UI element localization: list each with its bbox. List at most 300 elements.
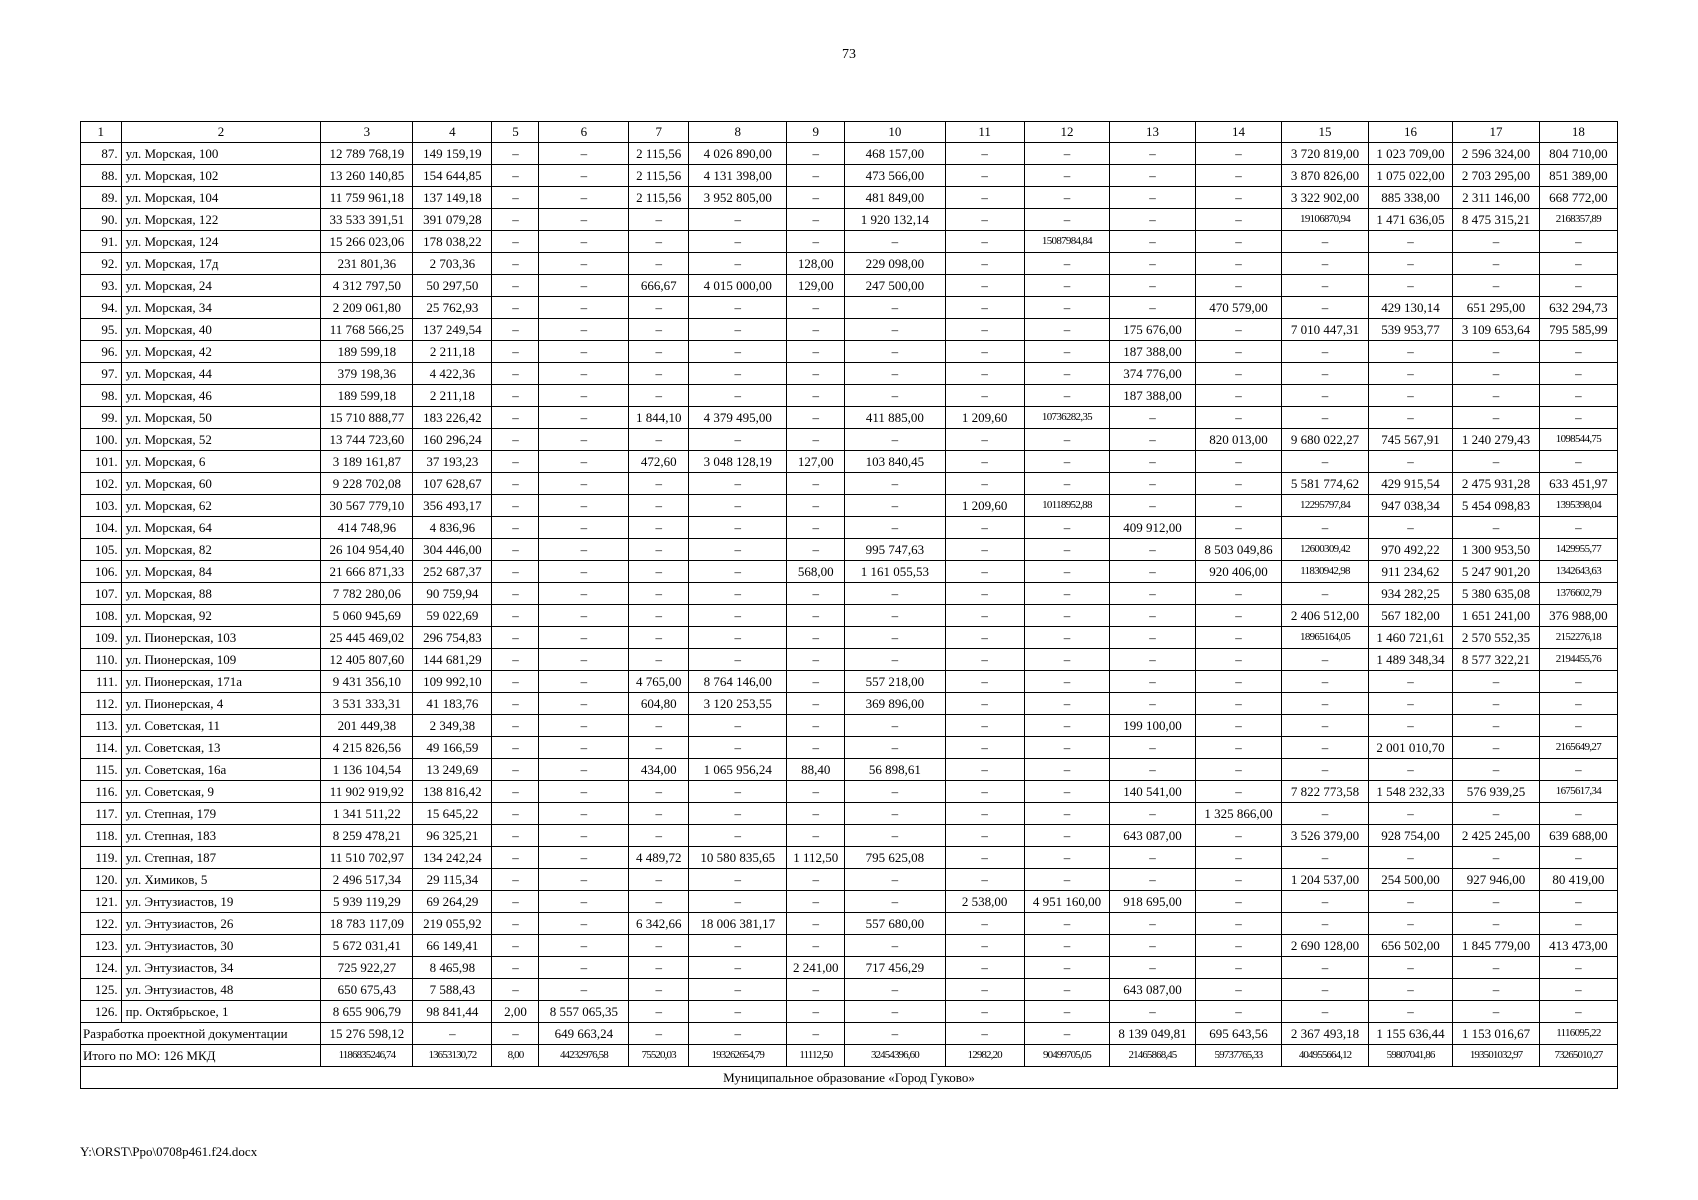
- value-cell: 5 454 098,83: [1453, 495, 1540, 517]
- value-cell: –: [845, 781, 945, 803]
- value-cell: –: [1368, 759, 1452, 781]
- value-cell: 41 183,76: [413, 693, 492, 715]
- value-cell: 138 816,42: [413, 781, 492, 803]
- value-cell: –: [1368, 517, 1452, 539]
- value-cell: –: [1024, 143, 1110, 165]
- row-label: Разработка проектной документации: [81, 1023, 321, 1045]
- value-cell: 4 489,72: [629, 847, 689, 869]
- value-cell: –: [1453, 1001, 1540, 1023]
- value-cell: 2 406 512,00: [1282, 605, 1369, 627]
- value-cell: –: [1368, 671, 1452, 693]
- table-row: [81, 913, 1618, 935]
- value-cell: 1 023 709,00: [1368, 143, 1452, 165]
- value-cell: –: [945, 187, 1024, 209]
- value-cell: 66 149,41: [413, 935, 492, 957]
- total-value-cell: 11112,50: [787, 1045, 845, 1067]
- value-cell: –: [1453, 693, 1540, 715]
- value-cell: –: [689, 495, 787, 517]
- address-cell: ул. Морская, 50: [121, 407, 321, 429]
- address-cell: ул. Морская, 104: [121, 187, 321, 209]
- value-cell: –: [945, 253, 1024, 275]
- value-cell: –: [1110, 671, 1196, 693]
- value-cell: –: [689, 429, 787, 451]
- value-cell: –: [492, 979, 539, 1001]
- value-cell: –: [1282, 979, 1369, 1001]
- value-cell: 1 209,60: [945, 407, 1024, 429]
- value-cell: 4 422,36: [413, 363, 492, 385]
- value-cell: 25 762,93: [413, 297, 492, 319]
- address-cell: ул. Энтузиастов, 34: [121, 957, 321, 979]
- value-cell: –: [1282, 407, 1369, 429]
- value-cell: –: [539, 649, 629, 671]
- value-cell: 59 022,69: [413, 605, 492, 627]
- row-number-cell: 104.: [81, 517, 122, 539]
- value-cell: –: [845, 341, 945, 363]
- value-cell: –: [689, 253, 787, 275]
- value-cell: 414 748,96: [321, 517, 413, 539]
- value-cell: –: [539, 671, 629, 693]
- value-cell: –: [629, 583, 689, 605]
- value-cell: –: [787, 627, 845, 649]
- value-cell: –: [1195, 737, 1282, 759]
- value-cell: –: [845, 1023, 945, 1045]
- total-value-cell: 8,00: [492, 1045, 539, 1067]
- value-cell: 3 189 161,87: [321, 451, 413, 473]
- value-cell: –: [539, 737, 629, 759]
- value-cell: –: [1195, 275, 1282, 297]
- value-cell: 5 380 635,08: [1453, 583, 1540, 605]
- value-cell: –: [539, 561, 629, 583]
- table-row: [81, 407, 1618, 429]
- value-cell: 103 840,45: [845, 451, 945, 473]
- row-number-cell: 110.: [81, 649, 122, 671]
- column-header: 15: [1282, 122, 1369, 143]
- value-cell: –: [787, 539, 845, 561]
- value-cell: –: [629, 561, 689, 583]
- value-cell: 2 475 931,28: [1453, 473, 1540, 495]
- value-cell: –: [1453, 913, 1540, 935]
- value-cell: –: [945, 759, 1024, 781]
- column-header: 1: [81, 122, 122, 143]
- value-cell: 2 311 146,00: [1453, 187, 1540, 209]
- value-cell: –: [1110, 693, 1196, 715]
- value-cell: –: [945, 583, 1024, 605]
- value-cell: 21 666 871,33: [321, 561, 413, 583]
- value-cell: 2 425 245,00: [1453, 825, 1540, 847]
- value-cell: 12 405 807,60: [321, 649, 413, 671]
- value-cell: –: [1539, 275, 1617, 297]
- value-cell: –: [945, 451, 1024, 473]
- value-cell: –: [1282, 583, 1369, 605]
- value-cell: –: [1195, 891, 1282, 913]
- table-header-row: [81, 122, 1618, 143]
- row-number-cell: 126.: [81, 1001, 122, 1023]
- table-row: [81, 253, 1618, 275]
- table-row: [81, 1001, 1618, 1023]
- value-cell: –: [492, 473, 539, 495]
- row-number-cell: 99.: [81, 407, 122, 429]
- value-cell: –: [1453, 363, 1540, 385]
- value-cell: 557 680,00: [845, 913, 945, 935]
- value-cell: 140 541,00: [1110, 781, 1196, 803]
- value-cell: –: [945, 627, 1024, 649]
- value-cell: 568,00: [787, 561, 845, 583]
- value-cell: –: [492, 715, 539, 737]
- value-cell: 934 282,25: [1368, 583, 1452, 605]
- value-cell: –: [1368, 231, 1452, 253]
- value-cell: –: [492, 407, 539, 429]
- column-header: 16: [1368, 122, 1452, 143]
- value-cell: –: [629, 869, 689, 891]
- address-cell: ул. Морская, 52: [121, 429, 321, 451]
- value-cell: –: [539, 605, 629, 627]
- value-cell: –: [492, 693, 539, 715]
- address-cell: ул. Морская, 62: [121, 495, 321, 517]
- value-cell: 1 136 104,54: [321, 759, 413, 781]
- value-cell: –: [629, 737, 689, 759]
- total-value-cell: 13653130,72: [413, 1045, 492, 1067]
- table-body: [81, 143, 1618, 1089]
- value-cell: –: [1282, 363, 1369, 385]
- value-cell: 12295797,84: [1282, 495, 1369, 517]
- address-cell: ул. Советская, 9: [121, 781, 321, 803]
- value-cell: 1 845 779,00: [1453, 935, 1540, 957]
- value-cell: –: [845, 495, 945, 517]
- value-cell: 911 234,62: [1368, 561, 1452, 583]
- value-cell: 356 493,17: [413, 495, 492, 517]
- value-cell: –: [1453, 957, 1540, 979]
- value-cell: –: [1110, 957, 1196, 979]
- value-cell: –: [629, 649, 689, 671]
- value-cell: –: [845, 737, 945, 759]
- value-cell: 5 247 901,20: [1453, 561, 1540, 583]
- table-row: [81, 517, 1618, 539]
- value-cell: 3 952 805,00: [689, 187, 787, 209]
- value-cell: –: [945, 671, 1024, 693]
- row-number-cell: 120.: [81, 869, 122, 891]
- value-cell: 1 920 132,14: [845, 209, 945, 231]
- row-number-cell: 112.: [81, 693, 122, 715]
- value-cell: –: [1539, 363, 1617, 385]
- address-cell: ул. Морская, 124: [121, 231, 321, 253]
- value-cell: –: [689, 979, 787, 1001]
- table-row: [81, 319, 1618, 341]
- value-cell: 219 055,92: [413, 913, 492, 935]
- value-cell: –: [787, 187, 845, 209]
- value-cell: 4 312 797,50: [321, 275, 413, 297]
- value-cell: –: [1539, 517, 1617, 539]
- value-cell: 247 500,00: [845, 275, 945, 297]
- row-number-cell: 95.: [81, 319, 122, 341]
- value-cell: –: [1110, 187, 1196, 209]
- value-cell: –: [1195, 935, 1282, 957]
- row-number-cell: 111.: [81, 671, 122, 693]
- value-cell: 80 419,00: [1539, 869, 1617, 891]
- address-cell: ул. Морская, 6: [121, 451, 321, 473]
- value-cell: –: [787, 891, 845, 913]
- value-cell: –: [945, 979, 1024, 1001]
- row-number-cell: 108.: [81, 605, 122, 627]
- value-cell: –: [945, 561, 1024, 583]
- value-cell: –: [1024, 935, 1110, 957]
- table-row: [81, 693, 1618, 715]
- row-number-cell: 103.: [81, 495, 122, 517]
- value-cell: –: [1282, 715, 1369, 737]
- value-cell: –: [539, 539, 629, 561]
- value-cell: –: [845, 605, 945, 627]
- value-cell: –: [1195, 451, 1282, 473]
- value-cell: 391 079,28: [413, 209, 492, 231]
- value-cell: –: [629, 1023, 689, 1045]
- value-cell: 18 783 117,09: [321, 913, 413, 935]
- value-cell: –: [845, 869, 945, 891]
- value-cell: –: [1195, 715, 1282, 737]
- value-cell: –: [1195, 1001, 1282, 1023]
- value-cell: –: [539, 341, 629, 363]
- value-cell: –: [539, 891, 629, 913]
- row-number-cell: 106.: [81, 561, 122, 583]
- row-number-cell: 88.: [81, 165, 122, 187]
- total-value-cell: 1186835246,74: [321, 1045, 413, 1067]
- value-cell: 134 242,24: [413, 847, 492, 869]
- value-cell: –: [845, 825, 945, 847]
- value-cell: –: [1024, 165, 1110, 187]
- value-cell: –: [539, 935, 629, 957]
- value-cell: –: [539, 627, 629, 649]
- value-cell: 10118952,88: [1024, 495, 1110, 517]
- value-cell: –: [1282, 297, 1369, 319]
- value-cell: –: [1024, 517, 1110, 539]
- value-cell: –: [629, 231, 689, 253]
- value-cell: 9 680 022,27: [1282, 429, 1369, 451]
- value-cell: –: [945, 1023, 1024, 1045]
- value-cell: –: [787, 297, 845, 319]
- value-cell: –: [539, 693, 629, 715]
- value-cell: –: [1539, 407, 1617, 429]
- value-cell: –: [787, 495, 845, 517]
- value-cell: –: [689, 957, 787, 979]
- address-cell: ул. Морская, 102: [121, 165, 321, 187]
- value-cell: –: [1453, 451, 1540, 473]
- value-cell: –: [845, 231, 945, 253]
- value-cell: 33 533 391,51: [321, 209, 413, 231]
- value-cell: 8 465,98: [413, 957, 492, 979]
- value-cell: 2 001 010,70: [1368, 737, 1452, 759]
- value-cell: 5 672 031,41: [321, 935, 413, 957]
- row-number-cell: 98.: [81, 385, 122, 407]
- row-number-cell: 125.: [81, 979, 122, 1001]
- value-cell: –: [1024, 385, 1110, 407]
- value-cell: –: [1195, 473, 1282, 495]
- value-cell: 927 946,00: [1453, 869, 1540, 891]
- value-cell: 918 695,00: [1110, 891, 1196, 913]
- table-row: [81, 143, 1618, 165]
- table-row: [81, 297, 1618, 319]
- value-cell: –: [1024, 1001, 1110, 1023]
- value-cell: 656 502,00: [1368, 935, 1452, 957]
- value-cell: –: [539, 407, 629, 429]
- value-cell: –: [1195, 209, 1282, 231]
- value-cell: –: [539, 913, 629, 935]
- value-cell: –: [1282, 275, 1369, 297]
- value-cell: 137 149,18: [413, 187, 492, 209]
- value-cell: –: [787, 781, 845, 803]
- address-cell: ул. Степная, 183: [121, 825, 321, 847]
- value-cell: –: [689, 363, 787, 385]
- value-cell: –: [1539, 253, 1617, 275]
- value-cell: –: [1024, 957, 1110, 979]
- address-cell: ул. Морская, 24: [121, 275, 321, 297]
- value-cell: –: [1024, 847, 1110, 869]
- value-cell: –: [1453, 517, 1540, 539]
- value-cell: –: [787, 165, 845, 187]
- value-cell: –: [539, 583, 629, 605]
- value-cell: –: [1453, 275, 1540, 297]
- value-cell: –: [1024, 1023, 1110, 1045]
- value-cell: –: [689, 869, 787, 891]
- value-cell: 1 112,50: [787, 847, 845, 869]
- value-cell: 1 155 636,44: [1368, 1023, 1452, 1045]
- address-cell: ул. Химиков, 5: [121, 869, 321, 891]
- value-cell: –: [1110, 253, 1196, 275]
- value-cell: 3 526 379,00: [1282, 825, 1369, 847]
- row-number-cell: 87.: [81, 143, 122, 165]
- value-cell: 481 849,00: [845, 187, 945, 209]
- value-cell: –: [945, 385, 1024, 407]
- value-cell: –: [845, 935, 945, 957]
- value-cell: 7 782 280,06: [321, 583, 413, 605]
- value-cell: –: [1195, 363, 1282, 385]
- value-cell: 96 325,21: [413, 825, 492, 847]
- table-row: [81, 759, 1618, 781]
- value-cell: –: [1282, 759, 1369, 781]
- value-cell: 1116095,22: [1539, 1023, 1617, 1045]
- page-number: 73: [842, 47, 856, 62]
- value-cell: 10736282,35: [1024, 407, 1110, 429]
- value-cell: –: [1195, 957, 1282, 979]
- value-cell: –: [689, 825, 787, 847]
- value-cell: –: [1282, 649, 1369, 671]
- value-cell: 604,80: [629, 693, 689, 715]
- table-row: [81, 451, 1618, 473]
- value-cell: –: [689, 935, 787, 957]
- value-cell: –: [945, 231, 1024, 253]
- value-cell: –: [1368, 363, 1452, 385]
- value-cell: –: [1539, 693, 1617, 715]
- value-cell: –: [1195, 781, 1282, 803]
- value-cell: –: [629, 781, 689, 803]
- value-cell: –: [845, 627, 945, 649]
- value-cell: –: [539, 781, 629, 803]
- table-row: [81, 275, 1618, 297]
- value-cell: 8 139 049,81: [1110, 1023, 1196, 1045]
- value-cell: 12 789 768,19: [321, 143, 413, 165]
- total-value-cell: 44232976,58: [539, 1045, 629, 1067]
- value-cell: –: [945, 275, 1024, 297]
- table-row: [81, 737, 1618, 759]
- value-cell: 649 663,24: [539, 1023, 629, 1045]
- value-cell: –: [1110, 759, 1196, 781]
- value-cell: –: [1110, 869, 1196, 891]
- value-cell: –: [689, 737, 787, 759]
- value-cell: –: [539, 957, 629, 979]
- value-cell: –: [1539, 979, 1617, 1001]
- value-cell: 137 249,54: [413, 319, 492, 341]
- value-cell: –: [1024, 825, 1110, 847]
- value-cell: –: [1195, 649, 1282, 671]
- value-cell: 666,67: [629, 275, 689, 297]
- value-cell: –: [629, 539, 689, 561]
- value-cell: 2 349,38: [413, 715, 492, 737]
- value-cell: –: [629, 253, 689, 275]
- value-cell: 643 087,00: [1110, 825, 1196, 847]
- row-number-cell: 114.: [81, 737, 122, 759]
- value-cell: 128,00: [787, 253, 845, 275]
- value-cell: 470 579,00: [1195, 297, 1282, 319]
- row-number-cell: 97.: [81, 363, 122, 385]
- value-cell: –: [629, 297, 689, 319]
- value-cell: 643 087,00: [1110, 979, 1196, 1001]
- value-cell: –: [539, 803, 629, 825]
- value-cell: 8 475 315,21: [1453, 209, 1540, 231]
- value-cell: –: [945, 935, 1024, 957]
- value-cell: –: [1453, 253, 1540, 275]
- value-cell: –: [492, 143, 539, 165]
- value-cell: –: [1110, 143, 1196, 165]
- value-cell: –: [945, 165, 1024, 187]
- value-cell: –: [1024, 693, 1110, 715]
- value-cell: 2 703,36: [413, 253, 492, 275]
- total-row: [81, 1045, 1618, 1067]
- value-cell: 3 120 253,55: [689, 693, 787, 715]
- value-cell: –: [1110, 935, 1196, 957]
- value-cell: –: [539, 253, 629, 275]
- address-cell: ул. Советская, 16а: [121, 759, 321, 781]
- value-cell: –: [787, 605, 845, 627]
- value-cell: –: [539, 715, 629, 737]
- value-cell: 8 764 146,00: [689, 671, 787, 693]
- value-cell: –: [1368, 847, 1452, 869]
- value-cell: –: [492, 737, 539, 759]
- value-cell: –: [629, 363, 689, 385]
- value-cell: –: [629, 495, 689, 517]
- value-cell: –: [492, 429, 539, 451]
- value-cell: –: [945, 319, 1024, 341]
- value-cell: 296 754,83: [413, 627, 492, 649]
- value-cell: –: [689, 1023, 787, 1045]
- table-row: [81, 957, 1618, 979]
- value-cell: 15 266 023,06: [321, 231, 413, 253]
- table-row: [81, 385, 1618, 407]
- value-cell: –: [539, 517, 629, 539]
- value-cell: 369 896,00: [845, 693, 945, 715]
- value-cell: –: [629, 957, 689, 979]
- value-cell: –: [629, 935, 689, 957]
- row-number-cell: 119.: [81, 847, 122, 869]
- value-cell: –: [539, 209, 629, 231]
- row-number-cell: 89.: [81, 187, 122, 209]
- value-cell: 970 492,22: [1368, 539, 1452, 561]
- value-cell: –: [1453, 803, 1540, 825]
- value-cell: –: [1110, 473, 1196, 495]
- value-cell: 376 988,00: [1539, 605, 1617, 627]
- value-cell: 920 406,00: [1195, 561, 1282, 583]
- value-cell: –: [1195, 253, 1282, 275]
- value-cell: 1342643,63: [1539, 561, 1617, 583]
- value-cell: 18 006 381,17: [689, 913, 787, 935]
- value-cell: –: [492, 803, 539, 825]
- value-cell: 1 204 537,00: [1282, 869, 1369, 891]
